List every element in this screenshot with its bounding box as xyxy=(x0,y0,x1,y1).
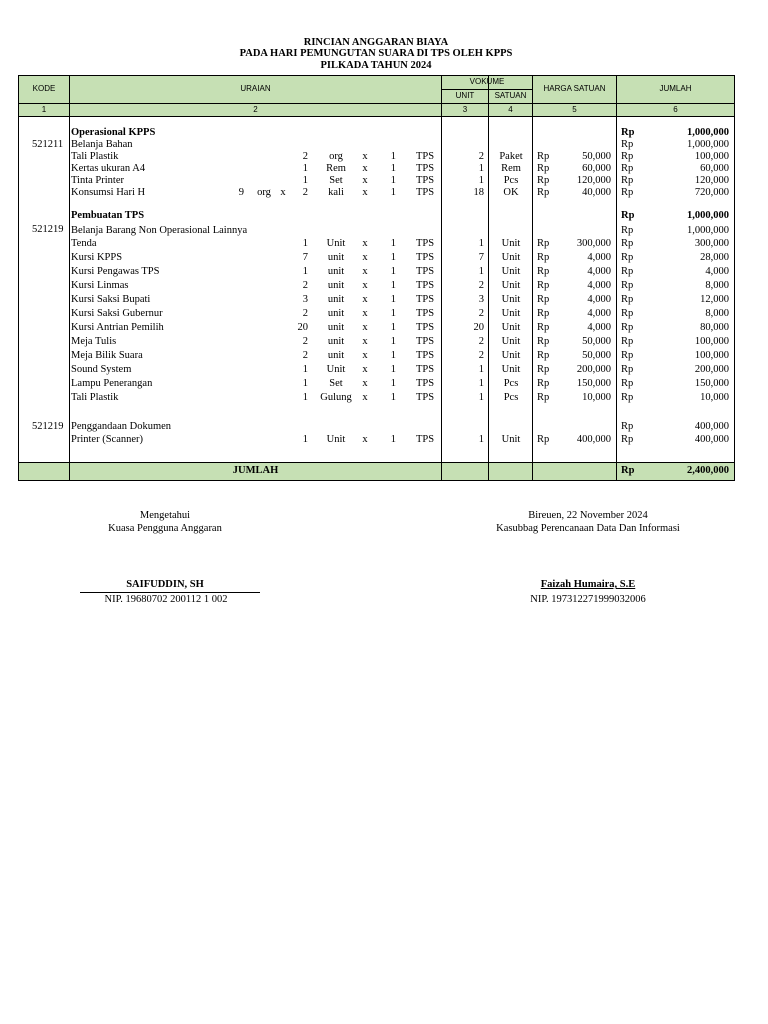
item-tps: TPS xyxy=(415,392,435,403)
item-sat: Unit xyxy=(501,434,521,445)
item-rp2: Rp xyxy=(621,238,634,249)
item-vol: 1 xyxy=(478,364,484,375)
sig-left-line2: Kuasa Pengguna Anggaran xyxy=(108,523,222,534)
item-total: 8,000 xyxy=(705,308,729,319)
item-vol: 1 xyxy=(478,392,484,403)
item-qty: 2 xyxy=(302,187,308,198)
item-total: 10,000 xyxy=(700,392,729,403)
item-unit: Rem xyxy=(326,163,346,174)
item-sat: Pcs xyxy=(503,175,519,186)
sig-right-name: Faizah Humaira, S.E xyxy=(540,579,636,590)
item-rp1: Rp xyxy=(537,336,550,347)
item-sat: Unit xyxy=(501,294,521,305)
header-uraian: URAIAN xyxy=(240,84,271,93)
header-satuan: SATUAN xyxy=(494,91,527,100)
item-tps: TPS xyxy=(415,151,435,162)
item-name: Kertas ukuran A4 xyxy=(71,163,146,174)
item-x: x xyxy=(362,294,368,305)
item-qty: 2 xyxy=(302,336,308,347)
item-name: Tenda xyxy=(71,238,97,249)
item-qty: 2 xyxy=(302,308,308,319)
item-name: Lampu Penerangan xyxy=(71,378,153,389)
item-total: 300,000 xyxy=(694,238,729,249)
item-tps: TPS xyxy=(415,187,435,198)
section-heading: Operasional KPPS xyxy=(71,127,156,138)
item-rp2: Rp xyxy=(621,392,634,403)
item-rp1: Rp xyxy=(537,364,550,375)
item-total: 12,000 xyxy=(700,294,729,305)
item-one: 1 xyxy=(390,392,396,403)
account-rp: Rp xyxy=(621,139,634,150)
item-vol: 2 xyxy=(478,336,484,347)
item-qty: 1 xyxy=(302,238,308,249)
section-total: 1,000,000 xyxy=(687,210,729,221)
item-tps: TPS xyxy=(415,294,435,305)
item-tps: TPS xyxy=(415,252,435,263)
item-tps: TPS xyxy=(415,175,435,186)
item-sat: Unit xyxy=(501,364,521,375)
item-x: x xyxy=(362,364,368,375)
item-rp2: Rp xyxy=(621,187,634,198)
item-rp2: Rp xyxy=(621,280,634,291)
item-x: x xyxy=(362,266,368,277)
total-label: JUMLAH xyxy=(232,465,279,476)
item-price: 4,000 xyxy=(587,252,611,263)
item-total: 28,000 xyxy=(700,252,729,263)
item-tps: TPS xyxy=(415,238,435,249)
account-name: Penggandaan Dokumen xyxy=(71,421,172,432)
item-sat: Unit xyxy=(501,238,521,249)
item-unit: unit xyxy=(327,350,345,361)
item-qty: 1 xyxy=(302,266,308,277)
item-pre-x: x xyxy=(280,187,286,198)
item-price: 50,000 xyxy=(582,350,611,361)
item-rp2: Rp xyxy=(621,175,634,186)
item-rp2: Rp xyxy=(621,163,634,174)
item-one: 1 xyxy=(390,294,396,305)
item-one: 1 xyxy=(390,151,396,162)
item-unit: Unit xyxy=(326,238,346,249)
item-unit: unit xyxy=(327,266,345,277)
item-vol: 1 xyxy=(478,163,484,174)
item-unit: unit xyxy=(327,308,345,319)
item-rp1: Rp xyxy=(537,322,550,333)
item-unit: Set xyxy=(329,378,343,389)
item-sat: Unit xyxy=(501,266,521,277)
item-total: 100,000 xyxy=(694,350,729,361)
item-total: 120,000 xyxy=(694,175,729,186)
account-rp: Rp xyxy=(621,225,634,236)
item-vol: 1 xyxy=(478,238,484,249)
item-vol: 1 xyxy=(478,378,484,389)
item-vol: 7 xyxy=(478,252,484,263)
item-tps: TPS xyxy=(415,434,435,445)
item-one: 1 xyxy=(390,280,396,291)
item-name: Sound System xyxy=(71,364,132,375)
item-unit: Unit xyxy=(326,434,346,445)
total-rp: Rp xyxy=(621,465,635,476)
item-one: 1 xyxy=(390,187,396,198)
item-unit: unit xyxy=(327,294,345,305)
section-total: 1,000,000 xyxy=(687,127,729,138)
item-qty: 1 xyxy=(302,163,308,174)
item-rp2: Rp xyxy=(621,151,634,162)
item-one: 1 xyxy=(390,364,396,375)
item-name: Printer (Scanner) xyxy=(71,434,144,445)
account-name: Belanja Bahan xyxy=(71,139,133,150)
item-x: x xyxy=(362,322,368,333)
item-tps: TPS xyxy=(415,163,435,174)
section-rp: Rp xyxy=(621,127,635,138)
item-name: Kursi Saksi Gubernur xyxy=(71,308,163,319)
item-x: x xyxy=(362,151,368,162)
col-num-3: 3 xyxy=(462,105,468,114)
item-rp1: Rp xyxy=(537,294,550,305)
item-sat: Paket xyxy=(499,151,523,162)
item-price: 50,000 xyxy=(582,336,611,347)
col-num-2: 2 xyxy=(253,105,258,114)
account-code: 521219 xyxy=(32,224,64,235)
account-code: 521219 xyxy=(32,421,64,432)
account-code: 521211 xyxy=(32,139,64,150)
item-vol: 2 xyxy=(478,280,484,291)
item-rp2: Rp xyxy=(621,364,634,375)
sig-left-nip: NIP. 19680702 200112 1 002 xyxy=(104,594,228,605)
item-rp1: Rp xyxy=(537,280,550,291)
item-tps: TPS xyxy=(415,378,435,389)
item-sat: Pcs xyxy=(503,378,519,389)
item-unit: Set xyxy=(329,175,343,186)
item-total: 150,000 xyxy=(694,378,729,389)
account-rp: Rp xyxy=(621,421,634,432)
item-tps: TPS xyxy=(415,266,435,277)
sig-right-line2: Kasubbag Perencanaan Data Dan Informasi xyxy=(496,523,680,534)
item-sat: OK xyxy=(503,187,519,198)
item-sat: Unit xyxy=(501,350,521,361)
item-qty: 2 xyxy=(302,151,308,162)
item-unit: unit xyxy=(327,322,345,333)
item-sat: Unit xyxy=(501,308,521,319)
item-price: 200,000 xyxy=(576,364,611,375)
item-rp1: Rp xyxy=(537,350,550,361)
item-total: 4,000 xyxy=(705,266,729,277)
item-price: 10,000 xyxy=(582,392,611,403)
item-total: 60,000 xyxy=(700,163,729,174)
account-name: Belanja Barang Non Operasional Lainnya xyxy=(71,225,248,236)
item-one: 1 xyxy=(390,378,396,389)
doc-title-line2: PADA HARI PEMUNGUTAN SUARA DI TPS OLEH KPPS xyxy=(239,48,513,59)
grand-total: 2,400,000 xyxy=(687,465,729,476)
item-price: 60,000 xyxy=(582,163,611,174)
item-rp2: Rp xyxy=(621,252,634,263)
item-x: x xyxy=(362,163,368,174)
item-tps: TPS xyxy=(415,364,435,375)
item-rp1: Rp xyxy=(537,151,550,162)
item-vol: 2 xyxy=(478,151,484,162)
account-total: 1,000,000 xyxy=(687,225,729,236)
item-total: 400,000 xyxy=(694,434,729,445)
section-rp: Rp xyxy=(621,210,635,221)
item-name: Kursi KPPS xyxy=(71,252,123,263)
item-name: Kursi Saksi Bupati xyxy=(71,294,151,305)
item-unit: unit xyxy=(327,252,345,263)
item-rp2: Rp xyxy=(621,434,634,445)
item-name: Kursi Linmas xyxy=(71,280,129,291)
item-x: x xyxy=(362,280,368,291)
section-heading: Pembuatan TPS xyxy=(71,210,145,221)
col-num-5: 5 xyxy=(572,105,577,114)
item-price: 4,000 xyxy=(587,308,611,319)
item-one: 1 xyxy=(390,252,396,263)
sig-left-name: SAIFUDDIN, SH xyxy=(126,579,204,590)
item-one: 1 xyxy=(390,163,396,174)
item-rp1: Rp xyxy=(537,434,550,445)
item-price: 4,000 xyxy=(587,266,611,277)
item-rp2: Rp xyxy=(621,350,634,361)
item-price: 4,000 xyxy=(587,322,611,333)
item-name: Meja Tulis xyxy=(71,336,117,347)
item-vol: 3 xyxy=(478,294,484,305)
item-qty: 20 xyxy=(297,322,308,333)
item-tps: TPS xyxy=(415,280,435,291)
item-sat: Unit xyxy=(501,322,521,333)
col-num-6: 6 xyxy=(673,105,678,114)
item-x: x xyxy=(362,378,368,389)
doc-title-line1: RINCIAN ANGGARAN BIAYA xyxy=(303,37,449,48)
item-vol: 2 xyxy=(478,350,484,361)
item-unit: unit xyxy=(327,336,345,347)
item-unit: org xyxy=(329,151,343,162)
item-price: 150,000 xyxy=(576,378,611,389)
item-qty: 1 xyxy=(302,364,308,375)
col-num-4: 4 xyxy=(508,105,513,114)
item-rp1: Rp xyxy=(537,187,550,198)
item-one: 1 xyxy=(390,322,396,333)
item-rp1: Rp xyxy=(537,266,550,277)
item-total: 200,000 xyxy=(694,364,729,375)
header-jumlah: JUMLAH xyxy=(659,84,692,93)
item-x: x xyxy=(362,252,368,263)
item-rp2: Rp xyxy=(621,378,634,389)
item-unit: Unit xyxy=(326,364,346,375)
item-name: Tali Plastik xyxy=(71,151,119,162)
item-total: 80,000 xyxy=(700,322,729,333)
item-one: 1 xyxy=(390,336,396,347)
item-price: 4,000 xyxy=(587,280,611,291)
item-name: Kursi Antrian Pemilih xyxy=(71,322,164,333)
item-qty: 1 xyxy=(302,175,308,186)
doc-title-line3: PILKADA TAHUN 2024 xyxy=(320,60,432,71)
header-harga-satuan: HARGA SATUAN xyxy=(543,84,606,93)
item-rp1: Rp xyxy=(537,378,550,389)
item-qty: 7 xyxy=(302,252,308,263)
item-name: Tali Plastik xyxy=(71,392,119,403)
item-total: 100,000 xyxy=(694,336,729,347)
item-sat: Unit xyxy=(501,252,521,263)
item-x: x xyxy=(362,308,368,319)
item-price: 40,000 xyxy=(582,187,611,198)
item-unit: kali xyxy=(328,187,344,198)
item-vol: 1 xyxy=(478,434,484,445)
sig-right-nip: NIP. 197312271999032006 xyxy=(530,594,646,605)
item-qty: 1 xyxy=(302,392,308,403)
item-rp2: Rp xyxy=(621,308,634,319)
header-unit: UNIT xyxy=(455,91,475,100)
item-x: x xyxy=(362,187,368,198)
item-name: Kursi Pengawas TPS xyxy=(71,266,160,277)
item-price: 4,000 xyxy=(587,294,611,305)
item-rp1: Rp xyxy=(537,163,550,174)
item-total: 8,000 xyxy=(705,280,729,291)
item-x: x xyxy=(362,350,368,361)
item-vol: 18 xyxy=(473,187,484,198)
item-rp2: Rp xyxy=(621,336,634,347)
item-one: 1 xyxy=(390,308,396,319)
item-sat: Unit xyxy=(501,336,521,347)
item-price: 300,000 xyxy=(576,238,611,249)
item-tps: TPS xyxy=(415,350,435,361)
item-x: x xyxy=(362,392,368,403)
header-kode: KODE xyxy=(32,84,56,93)
item-rp2: Rp xyxy=(621,266,634,277)
item-vol: 1 xyxy=(478,175,484,186)
item-total: 720,000 xyxy=(694,187,729,198)
item-unit: unit xyxy=(327,280,345,291)
col-num-1: 1 xyxy=(41,105,47,114)
item-sat: Rem xyxy=(501,163,521,174)
item-total: 100,000 xyxy=(694,151,729,162)
item-price: 120,000 xyxy=(576,175,611,186)
item-name: Konsumsi Hari H xyxy=(71,187,146,198)
sig-left-line1: Mengetahui xyxy=(139,510,191,521)
item-tps: TPS xyxy=(415,322,435,333)
item-price: 50,000 xyxy=(582,151,611,162)
sig-right-line1: Bireuen, 22 November 2024 xyxy=(528,510,648,521)
item-tps: TPS xyxy=(415,336,435,347)
item-one: 1 xyxy=(390,266,396,277)
item-rp2: Rp xyxy=(621,322,634,333)
account-total: 400,000 xyxy=(694,421,729,432)
item-vol: 1 xyxy=(478,266,484,277)
item-x: x xyxy=(362,434,368,445)
item-x: x xyxy=(362,336,368,347)
item-qty: 1 xyxy=(302,434,308,445)
item-name: Meja Bilik Suara xyxy=(71,350,143,361)
item-unit: Gulung xyxy=(320,392,352,403)
item-x: x xyxy=(362,238,368,249)
item-qty: 2 xyxy=(302,350,308,361)
item-rp1: Rp xyxy=(537,238,550,249)
item-pre-qty: 9 xyxy=(238,187,244,198)
item-qty: 3 xyxy=(302,294,308,305)
item-qty: 1 xyxy=(302,378,308,389)
item-price: 400,000 xyxy=(576,434,611,445)
item-qty: 2 xyxy=(302,280,308,291)
item-rp1: Rp xyxy=(537,252,550,263)
item-rp1: Rp xyxy=(537,308,550,319)
item-name: Tinta Printer xyxy=(71,175,124,186)
item-vol: 20 xyxy=(473,322,484,333)
item-rp1: Rp xyxy=(537,392,550,403)
item-x: x xyxy=(362,175,368,186)
item-rp2: Rp xyxy=(621,294,634,305)
account-total: 1,000,000 xyxy=(687,139,729,150)
item-rp1: Rp xyxy=(537,175,550,186)
item-sat: Pcs xyxy=(503,392,519,403)
item-tps: TPS xyxy=(415,308,435,319)
item-one: 1 xyxy=(390,175,396,186)
item-sat: Unit xyxy=(501,280,521,291)
header-volume: VOKUME xyxy=(469,77,505,86)
item-one: 1 xyxy=(390,238,396,249)
item-vol: 2 xyxy=(478,308,484,319)
item-pre-unit: org xyxy=(257,187,271,198)
item-one: 1 xyxy=(390,350,396,361)
item-one: 1 xyxy=(390,434,396,445)
